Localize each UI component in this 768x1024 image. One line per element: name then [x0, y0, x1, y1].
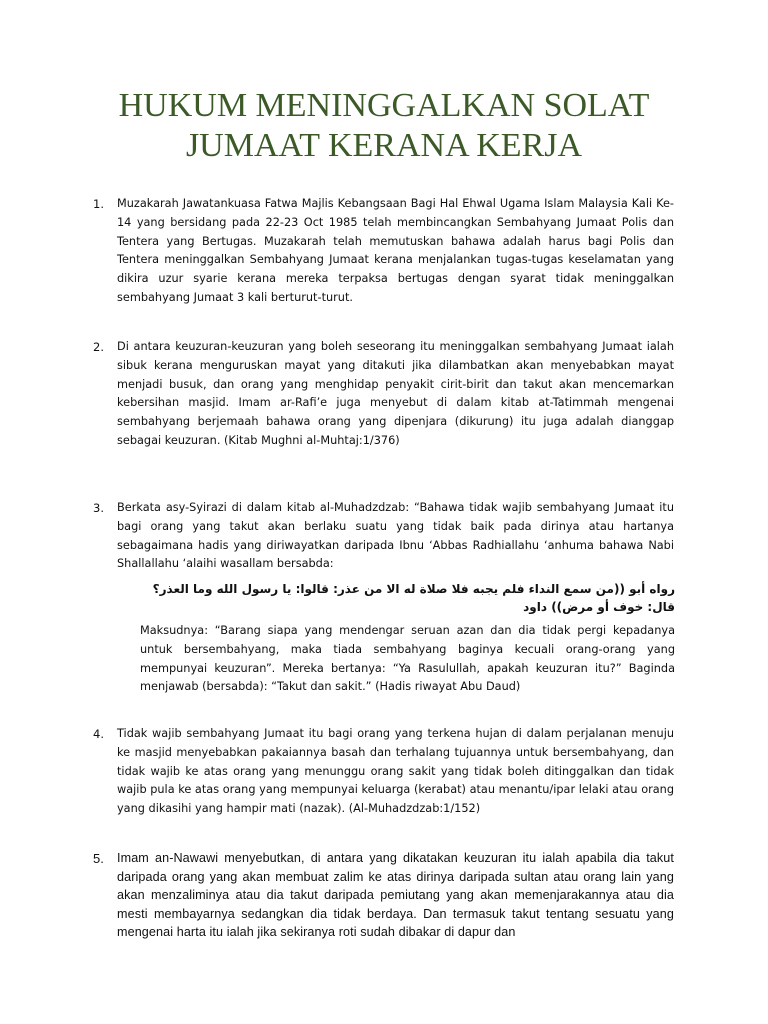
item-number: 4. [93, 727, 104, 741]
item-number: 3. [93, 501, 104, 515]
arabic-hadith: رواه أبو ((من سمع النداء فلم يجبه فلا صلاة له الا من عذر: قالوا: يا رسول الله وما العذر؟ قال: خوف أو مرض)) داود [152, 582, 675, 614]
item-text: Di antara keuzuran-keuzuran yang boleh seseorang itu meninggalkan sembahyang Jumaat ialah sibuk kerana menguruskan mayat yang ditakuti jika dilambatkan akan menyebabkan mayat menjadi busuk, dan orang yang menghidap penyakit cirit-birit dan takut akan mencemarkan kebersihan masjid. Imam ar-Rafi’e juga menyebut di dalam kitab at-Tatimmah mengenai sembahyang berjemaah bahawa orang yang dipenjara (dikurung) itu juga adalah dianggap sebagai keuzuran. (Kitab Mughni al-Muhtaj:1/376) [117, 340, 674, 447]
item-text: Imam an-Nawawi menyebutkan, di antara yang dikatakan keuzuran itu ialah apabila dia takut daripada orang yang akan membuat zalim ke atas dirinya daripada sultan atau orang lain yang akan menzaliminya atau dia takut daripada pemiutang yang akan memenjarakannya atau dia mesti membayarnya sedangkan dia tidak berdaya. Dan termasuk takut tentang sesuatu yang mengenai harta itu ialah jika sekiranya roti sudah dibakar di dapur dan [117, 851, 674, 939]
item-text: Muzakarah Jawatankuasa Fatwa Majlis Kebangsaan Bagi Hal Ehwal Ugama Islam Malaysia Kali Ke-14 yang bersidang pada 22-23 Oct 1985 telah membincangkan Sembahyang Jumaat Polis dan Tentera yang Bertugas. Muzakarah telah memutuskan bahawa adalah harus bagi Polis dan Tentera meninggalkan Sembahyang Jumaat kerana menjalankan tugas-tugas keselamatan yang dikira uzur syarie kerana mereka terpaksa bertugas dengan syarat tidak meninggalkan sembahyang Jumaat 3 kali berturut-turut. [117, 197, 674, 304]
item-number: 1. [93, 197, 104, 211]
item-text: Tidak wajib sembahyang Jumaat itu bagi orang yang terkena hujan di dalam perjalanan menuju ke masjid menyebabkan pakaiannya basah dan terhalang tujuannya untuk bersembahyang, dan tidak wajib ke atas orang yang menunggu orang sakit yang tidak boleh ditinggalkan dan tidak wajib pula ke atas orang yang mempunyai keluarga (kerabat) atau menantu/ipar lelaki atau orang yang dikasihi yang hampir mati (nazak). (Al-Muhadzdzab:1/152) [117, 727, 674, 816]
title-line-2: JUMAAT KERANA KERJA [185, 127, 583, 164]
title-line-1: HUKUM MENINGGALKAN SOLAT [118, 87, 650, 124]
hadith-translation: Maksudnya: “Barang siapa yang mendengar seruan azan dan dia tidak pergi kepadanya untuk bersembahyang, maka tiada sembahyang baginya kecuali orang-orang yang mempunyai keuzuran”. Mereka bertanya: “Ya Rasulullah, apakah keuzuran itu?” Baginda menjawab (bersabda): “Takut dan sakit.” (Hadis riwayat Abu Daud) [140, 624, 675, 694]
document-title [60, 86, 708, 166]
item-number: 2. [93, 340, 104, 354]
item-text: Berkata asy-Syirazi di dalam kitab al-Muhadzdzab: “Bahawa tidak wajib sembahyang Jumaat itu bagi orang yang takut akan berlaku suatu yang tidak baik pada dirinya atau hartanya sebagaimana hadis yang diriwayatkan daripada Ibnu ‘Abbas Radhiallahu ‘anhuma bahawa Nabi Shallallahu ‘alaihi wasallam bersabda: [117, 501, 674, 571]
item-number: 5. [93, 851, 104, 866]
